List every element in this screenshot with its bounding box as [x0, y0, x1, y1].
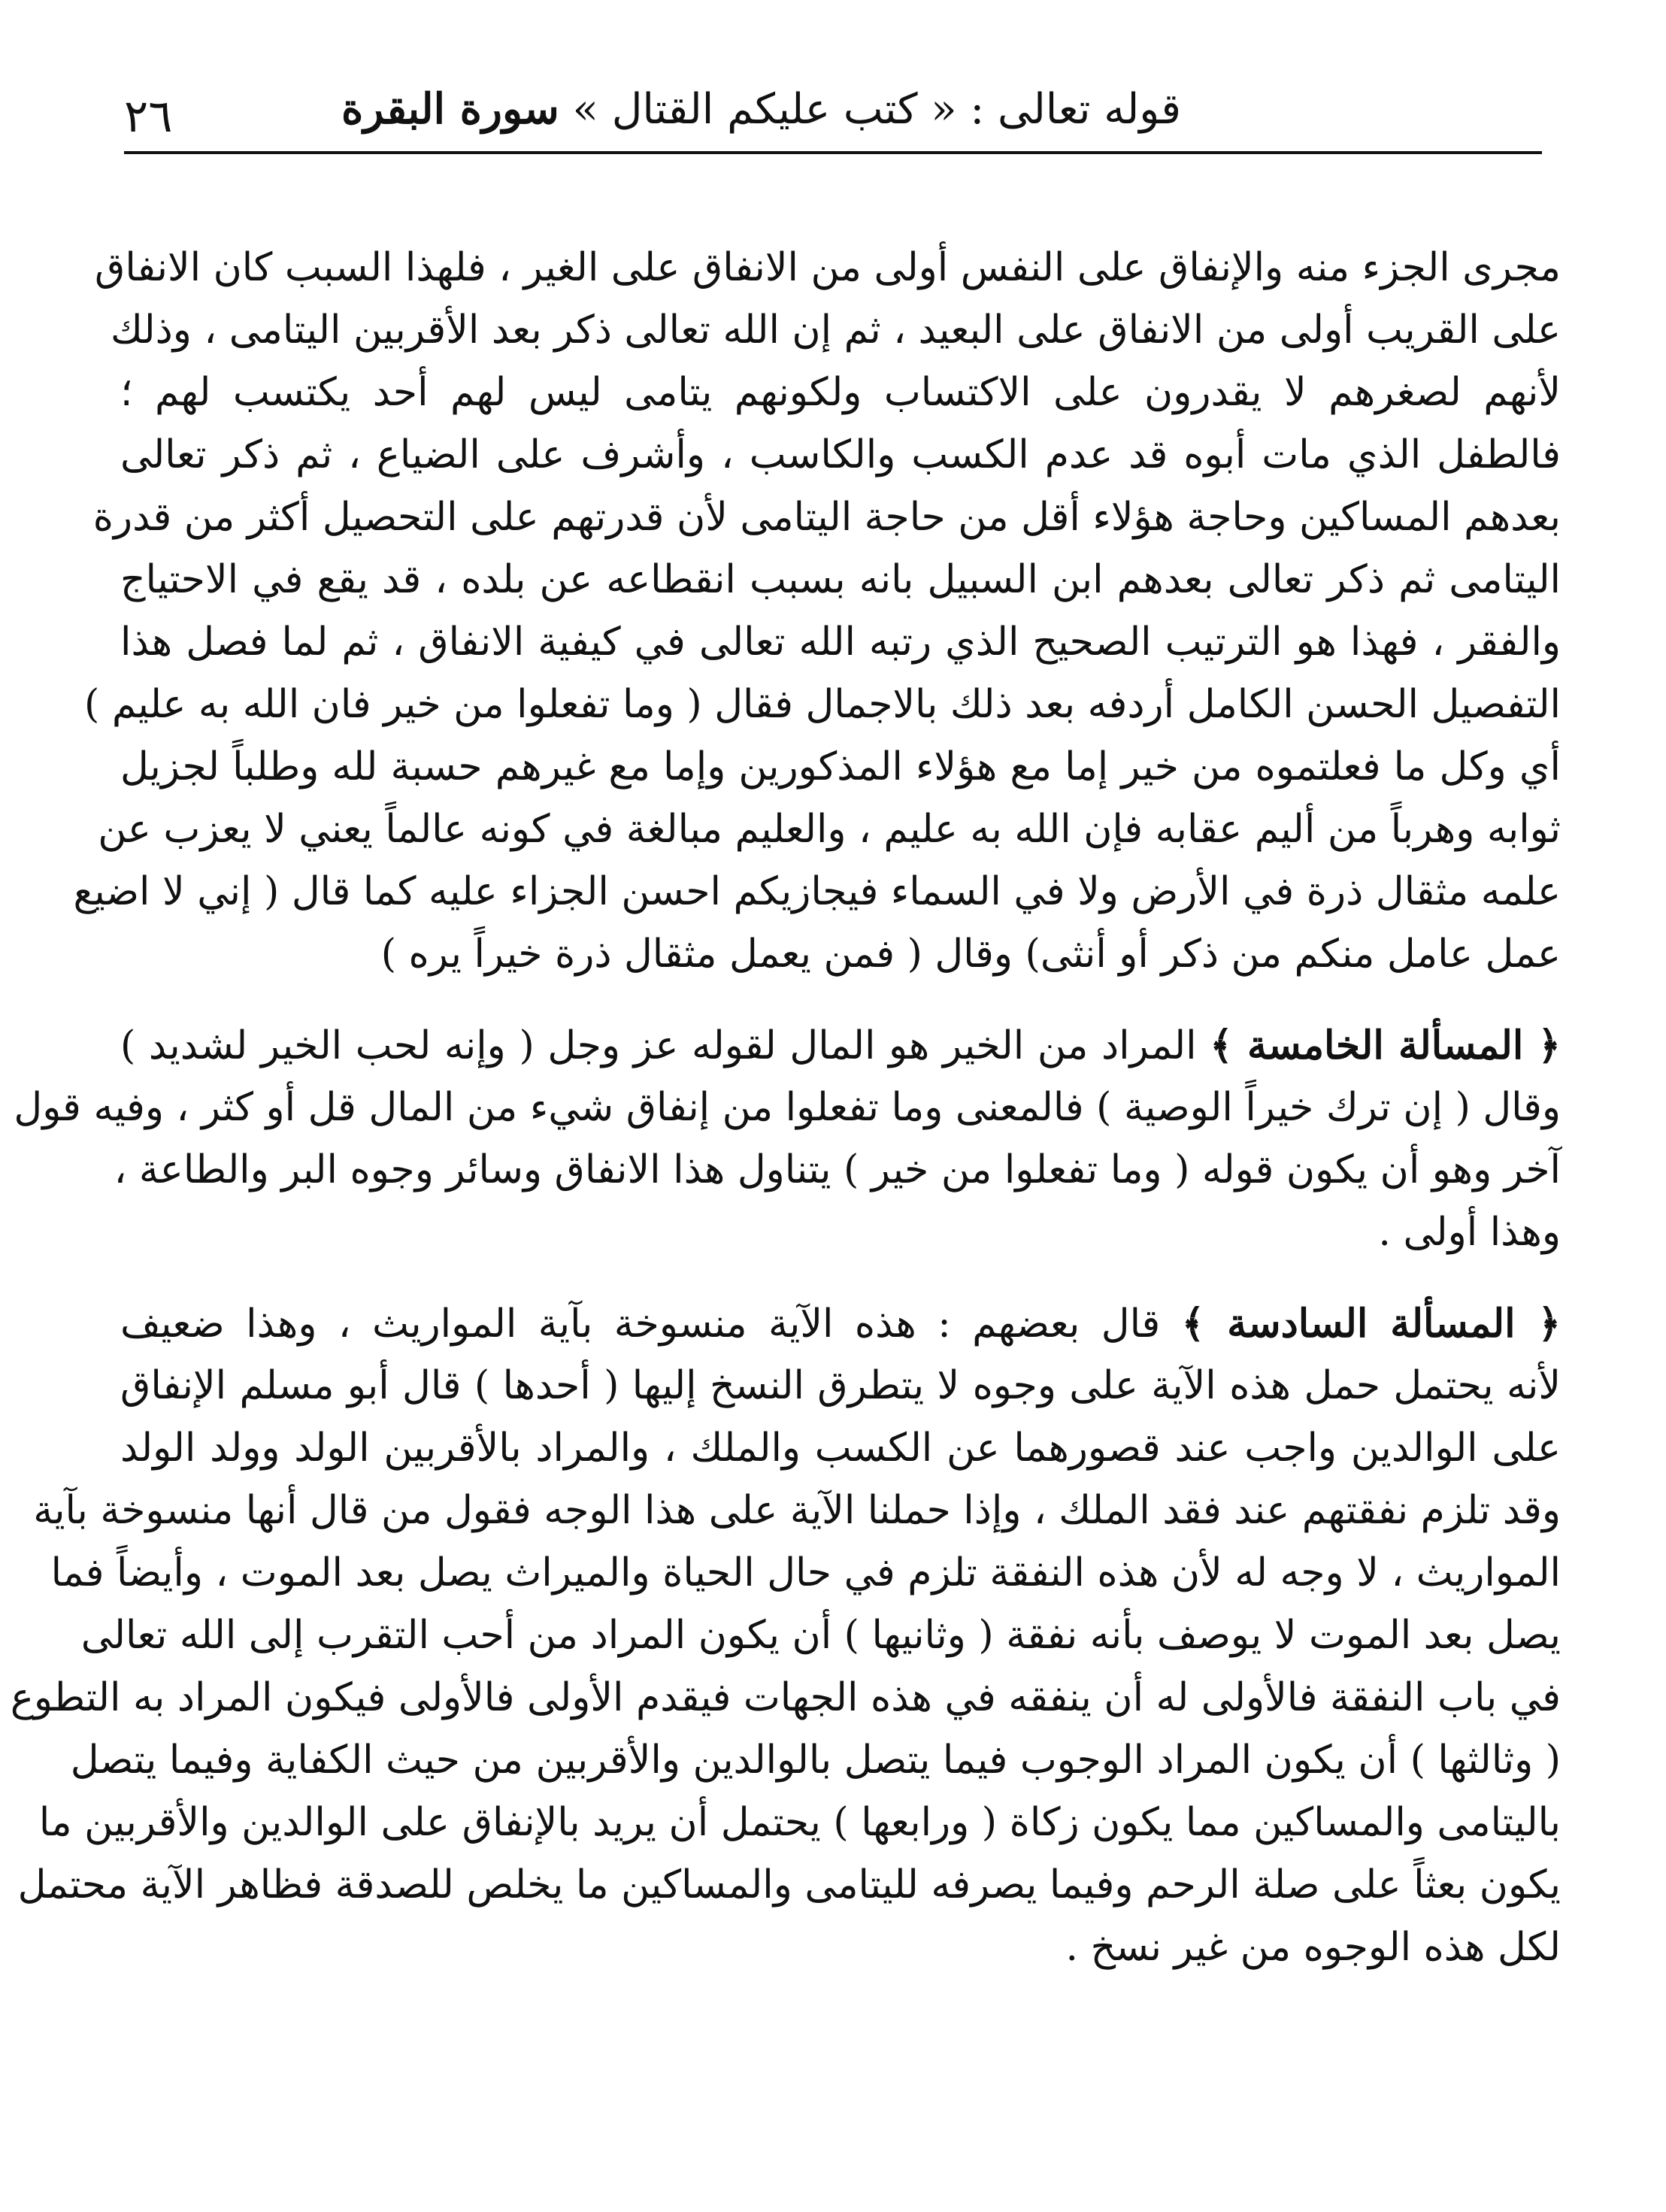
text-line: اليتامى ثم ذكر تعالى بعدهم ابن السبيل بانه بسبب انقطاعه عن بلده ، قد يقع في الاحتياج [120, 557, 1561, 602]
text-line: وقد تلزم نفقتهم عند فقد الملك ، وإذا حملنا الآية على هذا الوجه فقول من قال أنها منسوخة بآية [33, 1488, 1561, 1533]
text-line: أي وكل ما فعلتموه من خير إما مع هؤلاء المذكورين وإما مع غيرهم حسبة لله وطلباً لجزيل [120, 744, 1561, 789]
surah-name: سورة البقرة [341, 84, 559, 134]
section-heading: ﴿ المسألة السادسة ﴾ [1181, 1301, 1561, 1347]
text-line-with-heading [120, 1292, 1561, 1355]
text-line: لأنه يحتمل حمل هذه الآية على وجوه لا يتطرق النسخ إليها ( أحدها ) قال أبو مسلم الإنفاق [120, 1363, 1561, 1408]
text-run: المراد من الخير هو المال لقوله عز وجل ( وإنه لحب الخير لشديد ) [120, 1023, 1197, 1068]
text-line: بعدهم المساكين وحاجة هؤلاء أقل من حاجة اليتامى لأن قدرتهم على التحصيل أكثر من قدرة [92, 495, 1561, 540]
section-heading: ﴿ المسألة الخامسة ﴾ [1210, 1023, 1561, 1068]
paragraph-3 [10, 1292, 1561, 1979]
text-line: يصل بعد الموت لا يوصف بأنه نفقة ( وثانيها ) أن يكون المراد من أحب التقرب إلى الله تعالى [80, 1613, 1561, 1658]
text-line: علمه مثقال ذرة في الأرض ولا في السماء فيجازيكم احسن الجزاء عليه كما قال ( إني لا اضيع [73, 869, 1561, 914]
text-run: قال بعضهم : هذه الآية منسوخة بآية المواريث ، وهذا ضعيف [120, 1301, 1161, 1347]
text-line: ثوابه وهرباً من أليم عقابه فإن الله به عليم ، والعليم مبالغة في كونه عالماً يعني لا يعزب عن [98, 807, 1561, 852]
text-line: عمل عامل منكم من ذكر أو أنثى) وقال ( فمن يعمل مثقال ذرة خيراً يره ) [380, 932, 1561, 977]
text-line: والفقر ، فهذا هو الترتيب الصحيح الذي رتبه الله تعالى في كيفية الانفاق ، ثم لما فصل هذا [120, 620, 1561, 665]
paragraph-2 [14, 1014, 1561, 1264]
text-line: وهذا أولى . [1378, 1210, 1561, 1255]
text-line: على الوالدين واجب عند قصورهما عن الكسب والملك ، والمراد بالأقربين الولد وولد الولد [120, 1426, 1561, 1471]
body-text [10, 237, 1561, 1979]
text-line: التفصيل الحسن الكامل أردفه بعد ذلك بالاجمال فقال ( وما تفعلوا من خير فان الله به عليم ) [84, 682, 1561, 727]
text-line: آخر وهو أن يكون قوله ( وما تفعلوا من خير ) يتناول هذا الانفاق وسائر وجوه البر والطاعة ، [114, 1147, 1561, 1192]
text-line: لأنهم لصغرهم لا يقدرون على الاكتساب ولكونهم يتامى ليس لهم أحد يكتسب لهم ؛ [120, 370, 1561, 415]
text-line: فالطفل الذي مات أبوه قد عدم الكسب والكاسب ، وأشرف على الضياع ، ثم ذكر تعالى [120, 432, 1561, 477]
text-line: باليتامى والمساكين مما يكون زكاة ( ورابعها ) يحتمل أن يريد بالإنفاق على الوالدين والأقربين ما [38, 1800, 1561, 1845]
text-line: ( وثالثها ) أن يكون المراد الوجوب فيما يتصل بالوالدين والأقربين من حيث الكفاية وفيما يتصل [70, 1738, 1561, 1783]
text-line: مجرى الجزء منه والإنفاق على النفس أولى من الانفاق على الغير ، فلهذا السبب كان الانفاق [95, 245, 1561, 290]
page-header [124, 71, 1542, 154]
text-line: لكل هذه الوجوه من غير نسخ . [1065, 1925, 1561, 1970]
header-rule [124, 151, 1542, 154]
text-line-with-heading [120, 1014, 1561, 1077]
text-line: وقال ( إن ترك خيراً الوصية ) فالمعنى وما تفعلوا من إنفاق شيء من المال قل أو كثر ، وفيه قول [14, 1085, 1561, 1130]
text-line: في باب النفقة فالأولى له أن ينفقه في هذه الجهات فيقدم الأولى فالأولى فيكون المراد به التطوع [10, 1675, 1561, 1720]
paragraph-1 [73, 237, 1561, 986]
header-title: قوله تعالى : « كتب عليكم القتال » [572, 85, 1181, 134]
text-line: المواريث ، لا وجه له لأن هذه النفقة تلزم في حال الحياة والميراث يصل بعد الموت ، وأيضاً فما [50, 1550, 1561, 1595]
page-number: ٢٦ [124, 90, 173, 143]
running-title [332, 86, 1181, 133]
text-line: على القريب أولى من الانفاق على البعيد ، ثم إن الله تعالى ذكر بعد الأقربين اليتامى ، وذلك [110, 308, 1561, 353]
text-line: يكون بعثاً على صلة الرحم وفيما يصرفه لليتامى والمساكين ما يخلص للصدقة فظاهر الآية محتمل [17, 1862, 1561, 1907]
